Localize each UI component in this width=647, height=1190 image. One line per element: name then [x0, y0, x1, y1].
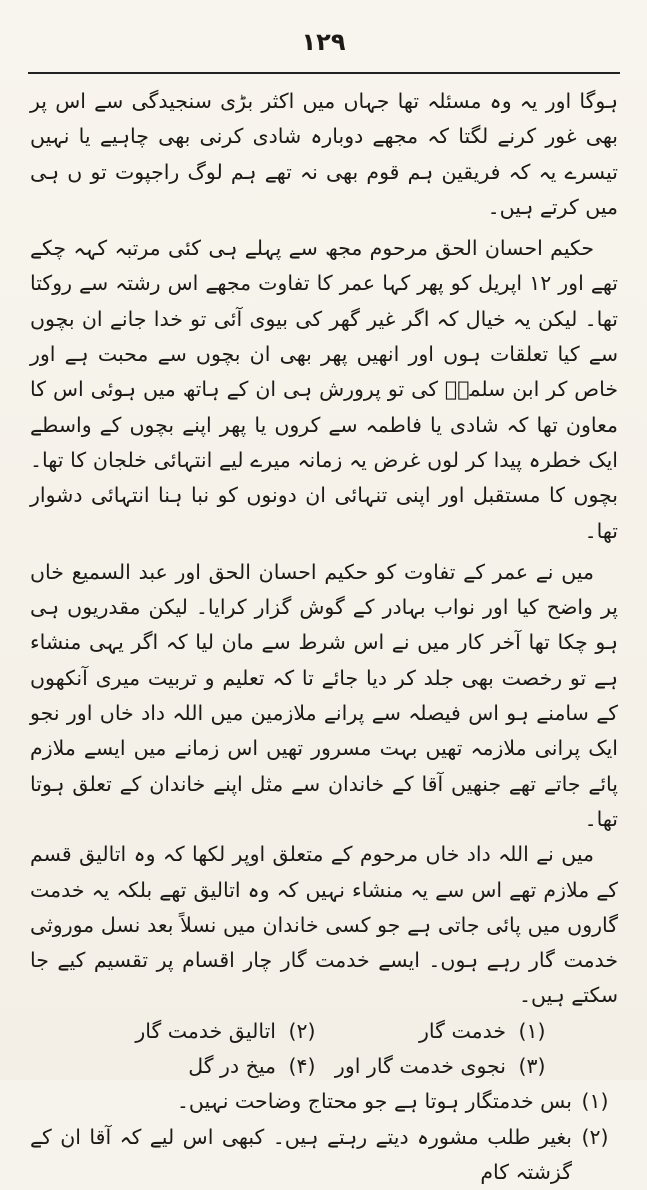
category-row-2 [30, 1049, 618, 1084]
paragraph-1: ہوگا اور یہ وہ مسئلہ تھا جہاں میں اکثر بڑی سنجیدگی سے اس پر بھی غور کرنے لگتا کہ مجھے دوبارہ شادی کرنی بھی چاہیے یا نہیں تیسرے یہ کہ فریقین ہم قوم بھی نہ تھے ہم لوگ راجپوت تو ں ہی میں کرتے ہیں۔ [30, 89, 618, 219]
note-text: بس خدمتگار ہوتا ہے جو محتاج وضاحت نہیں۔ [176, 1089, 572, 1114]
category-label: نجوی خدمت گار اور [334, 1054, 506, 1079]
category-number: (۱) [518, 1018, 546, 1043]
paragraph-4: میں نے اللہ داد خاں مرحوم کے متعلق اوپر لکھا کہ وہ اتالیق قسم کے ملازم تھے اس سے یہ منشاء نہیں کہ وہ اتالیق تھے بلکہ یہ خدمت گاروں میں پائی جاتی ہے جو کسی خاندان میں نسلاً بعد نسل موروثی خدمت گار رہے ہوں۔ ایسے خدمت گار چار اقسام پر تقسیم کیے جا سکتے ہیں۔ [30, 842, 618, 1008]
category-item [328, 1049, 558, 1084]
page-body [30, 84, 618, 1184]
note-item [30, 1084, 618, 1119]
category-number: (۲) [288, 1018, 316, 1043]
category-label: اتالیق خدمت گار [135, 1018, 276, 1043]
category-item [98, 1014, 328, 1049]
header-rule [28, 72, 620, 74]
paragraph-3: میں نے عمر کے تفاوت کو حکیم احسان الحق اور عبد السمیع خاں پر واضح کیا اور نواب بہادر کے گوش گزار کرایا۔ لیکن مقدریوں ہی ہو چکا تھا آخر کار میں نے اس شرط سے مان لیا کہ اگر یہی منشاء ہے تو رخصت بھی جلد کر دیا جائے تا کہ تعلیم و تربیت میری آنکھوں کے سامنے ہو اس فیصلہ سے پرانے ملازمین میں اللہ داد خاں اور نجو ایک پرانی ملازمہ تھیں بہت مسرور تھیں اس زمانے میں ایسے ملازم پائے جاتے تھے جنھیں آقا کے خاندان سے مثل اپنے خاندان کے تعلق ہوتا تھا۔ [30, 559, 618, 831]
note-number: (۱) [581, 1089, 609, 1114]
category-label: میخ در گل [188, 1054, 276, 1079]
category-item [98, 1049, 328, 1084]
category-label: خدمت گار [419, 1018, 506, 1043]
page-number: ١٢٩ [301, 28, 346, 56]
note-number: (۲) [581, 1124, 609, 1149]
category-number: (۴) [288, 1054, 316, 1079]
note-item [30, 1120, 618, 1190]
category-row-1 [30, 1014, 618, 1049]
category-item [328, 1014, 558, 1049]
category-number: (۳) [518, 1054, 546, 1079]
note-text: بغیر طلب مشورہ دیتے رہتے ہیں۔ کبھی اس لیے کہ آقا ان کے گزشتہ کام [30, 1124, 572, 1184]
paragraph-2: حکیم احسان الحق مرحوم مجھ سے پہلے ہی کئی مرتبہ کہہ چکے تھے اور ۱۲ اپریل کو پھر کہا عمر کا تفاوت مجھے اس رشتہ سے روکتا تھا۔ لیکن یہ خیال کہ اگر غیر گھر کی بیوی آئی تو خدا جانے ان بچوں سے کیا تعلقات ہوں اور انھیں پھر بھی ان بچوں سے محبت ہے اور خاص کر ابن سلمہؔ کی تو پرورش ہی ان کے ہاتھ میں ہوئی اس کا معاون تھا کہ شادی یا فاطمہ سے کروں یا پھر اپنے بچوں کے واسطے ایک خطرہ پیدا کر لوں غرض یہ زمانہ میرے لیے انتہائی خلجان کا تھا۔ بچوں کا مستقبل اور اپنی تنہائی ان دونوں کو نبا ہنا انتہائی دشوار تھا۔ [30, 236, 618, 543]
